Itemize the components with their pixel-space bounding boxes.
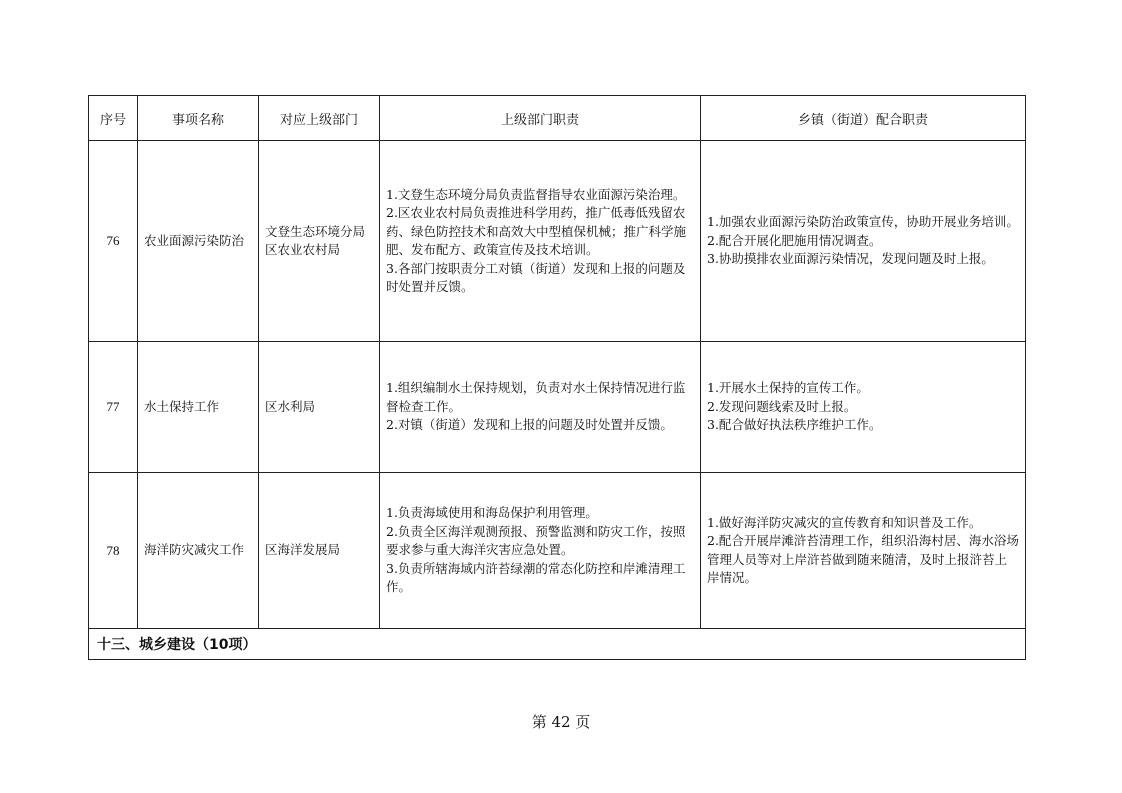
duty-line: 3.各部门按职责分工对镇（街道）发现和上报的问题及时处置并反馈。 [386, 260, 686, 294]
duty-line: 2.配合开展化肥施用情况调查。 [707, 232, 882, 248]
duty-line: 2.区农业农村局负责推进科学用药，推广低毒低残留农药、绿色防控技术和高效大中型植保机械；推广科学施肥、发布配方、政策宣传及技术培训。 [386, 205, 687, 257]
duty-line: 2.发现问题线索及时上报。 [707, 398, 857, 414]
town-duty [701, 141, 1026, 342]
duty-line: 1.做好海洋防灾减灾的宣传教育和知识普及工作。 [707, 514, 982, 530]
row-number: 77 [89, 342, 138, 473]
row-number: 78 [89, 473, 138, 629]
table-row [89, 141, 1026, 342]
section-title: 十三、城乡建设（10项） [89, 629, 1026, 660]
duty-line: 2.负责全区海洋观测预报、预警监测和防灾工作，按照要求参与重大海洋灾害应急处置。 [386, 523, 686, 558]
upper-duty [380, 342, 701, 473]
header-town-duty: 乡镇（街道）配合职责 [701, 96, 1026, 141]
dept-line: 区农业农村局 [265, 242, 341, 257]
page-number: 第 42 页 [531, 713, 591, 731]
duty-line: 1.负责海域使用和海岛保护利用管理。 [386, 505, 598, 521]
upper-duty [380, 473, 701, 629]
item-name: 水土保持工作 [138, 342, 259, 473]
dept-line: 区水利局 [265, 398, 316, 414]
upper-dept [259, 473, 380, 629]
upper-dept [259, 141, 380, 342]
header-no: 序号 [89, 96, 138, 141]
duty-line: 1.组织编制水土保持规划，负责对水土保持情况进行监督检查工作。 [386, 380, 686, 414]
section-row [89, 629, 1026, 660]
town-duty [701, 473, 1026, 629]
duty-line: 2.配合开展岸滩浒苔清理工作，组织沿海村居、海水浴场管理人员等对上岸浒苔做到随来随清，及时上报浒苔上岸情况。 [707, 533, 1019, 585]
duty-line: 1.文登生态环境分局负责监督指导农业面源污染治理。 [386, 186, 686, 202]
dept-line: 区海洋发展局 [265, 542, 341, 558]
duty-table [88, 95, 1026, 660]
table-row [89, 473, 1026, 629]
header-item-name: 事项名称 [138, 96, 259, 141]
table-row [89, 342, 1026, 473]
dept-line: 文登生态环境分局 [265, 223, 366, 239]
town-duty [701, 342, 1026, 473]
duty-line: 3.负责所辖海域内浒苔绿潮的常态化防控和岸滩清理工作。 [386, 560, 686, 595]
duty-line: 3.配合做好执法秩序维护工作。 [707, 417, 882, 433]
duty-line: 2.对镇（街道）发现和上报的问题及时处置并反馈。 [386, 417, 673, 433]
header-upper-duty: 上级部门职责 [380, 96, 701, 141]
header-upper-dept: 对应上级部门 [259, 96, 380, 141]
row-number: 76 [89, 141, 138, 342]
duty-line: 1.开展水土保持的宣传工作。 [707, 380, 869, 396]
table-header-row [89, 96, 1026, 141]
upper-duty [380, 141, 701, 342]
item-name: 农业面源污染防治 [138, 141, 259, 342]
upper-dept [259, 342, 380, 473]
item-name: 海洋防灾减灾工作 [138, 473, 259, 629]
duty-line: 1.加强农业面源污染防治政策宣传，协助开展业务培训。 [707, 214, 1019, 230]
duty-line: 3.协助摸排农业面源污染情况，发现问题及时上报。 [707, 251, 994, 267]
